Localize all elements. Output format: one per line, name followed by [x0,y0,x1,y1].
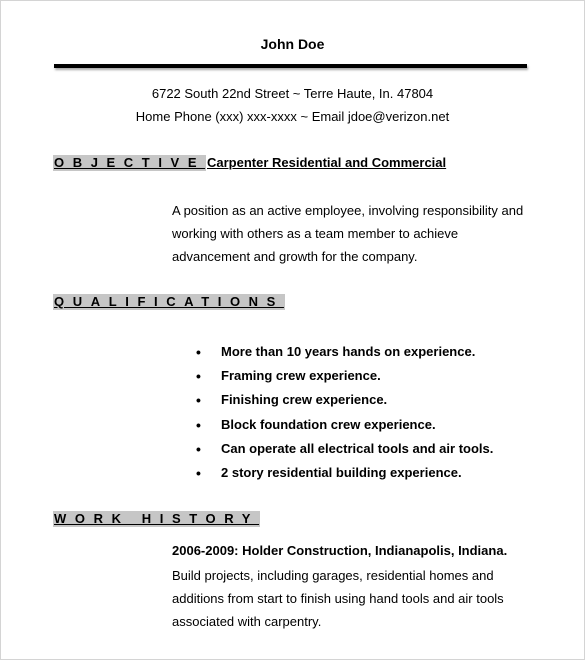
list-item [196,461,493,485]
list-item [196,388,493,412]
list-item-text: 2 story residential building experience. [221,465,462,481]
list-item [196,437,493,461]
qualifications-list [196,340,493,485]
bullet-icon: • [196,344,201,360]
list-item-text: Finishing crew experience. [221,392,388,408]
objective-line: working with others as a team member to achieve [172,226,459,241]
objective-title: Carpenter Residential and Commercial [207,155,447,170]
job-description-line: associated with carpentry. [172,614,322,629]
objective-line: advancement and growth for the company. [172,249,418,264]
work-history-heading: WORK HISTORY [54,511,260,526]
bullet-icon: • [196,416,201,433]
header-rule [54,64,527,68]
objective-paragraph [172,199,523,268]
list-item-text: Framing crew experience. [221,368,381,384]
list-item-text: Block foundation crew experience. [221,416,436,432]
bullet-icon: • [196,440,201,457]
resume-name: John Doe [260,36,325,52]
job-title: 2006-2009: Holder Construction, Indianapolis, Indiana. [172,543,508,558]
job-description-line: Build projects, including garages, residential homes and [172,568,494,583]
qualifications-heading: QUALIFICATIONS [54,294,284,309]
objective-line: A position as an active employee, involving responsibility and [172,203,524,218]
objective-heading: OBJECTIVE [54,155,206,170]
bullet-icon: • [196,392,201,409]
bullet-icon: • [196,465,201,482]
list-item [196,413,493,437]
list-item [196,340,493,364]
list-item-text: Can operate all electrical tools and air tools. [221,440,494,456]
job-description-line: additions from start to finish using hand tools and air tools [172,591,504,606]
list-item [196,364,493,388]
list-item-text: More than 10 years hands on experience. [221,344,476,359]
address-line: 6722 South 22nd Street ~ Terre Haute, In. 47804 [151,86,434,101]
phone-email-line: Home Phone (xxx) xxx-xxxx ~ Email jdoe@verizon.net [135,109,450,124]
bullet-icon: • [196,368,201,385]
job-description [172,564,504,633]
